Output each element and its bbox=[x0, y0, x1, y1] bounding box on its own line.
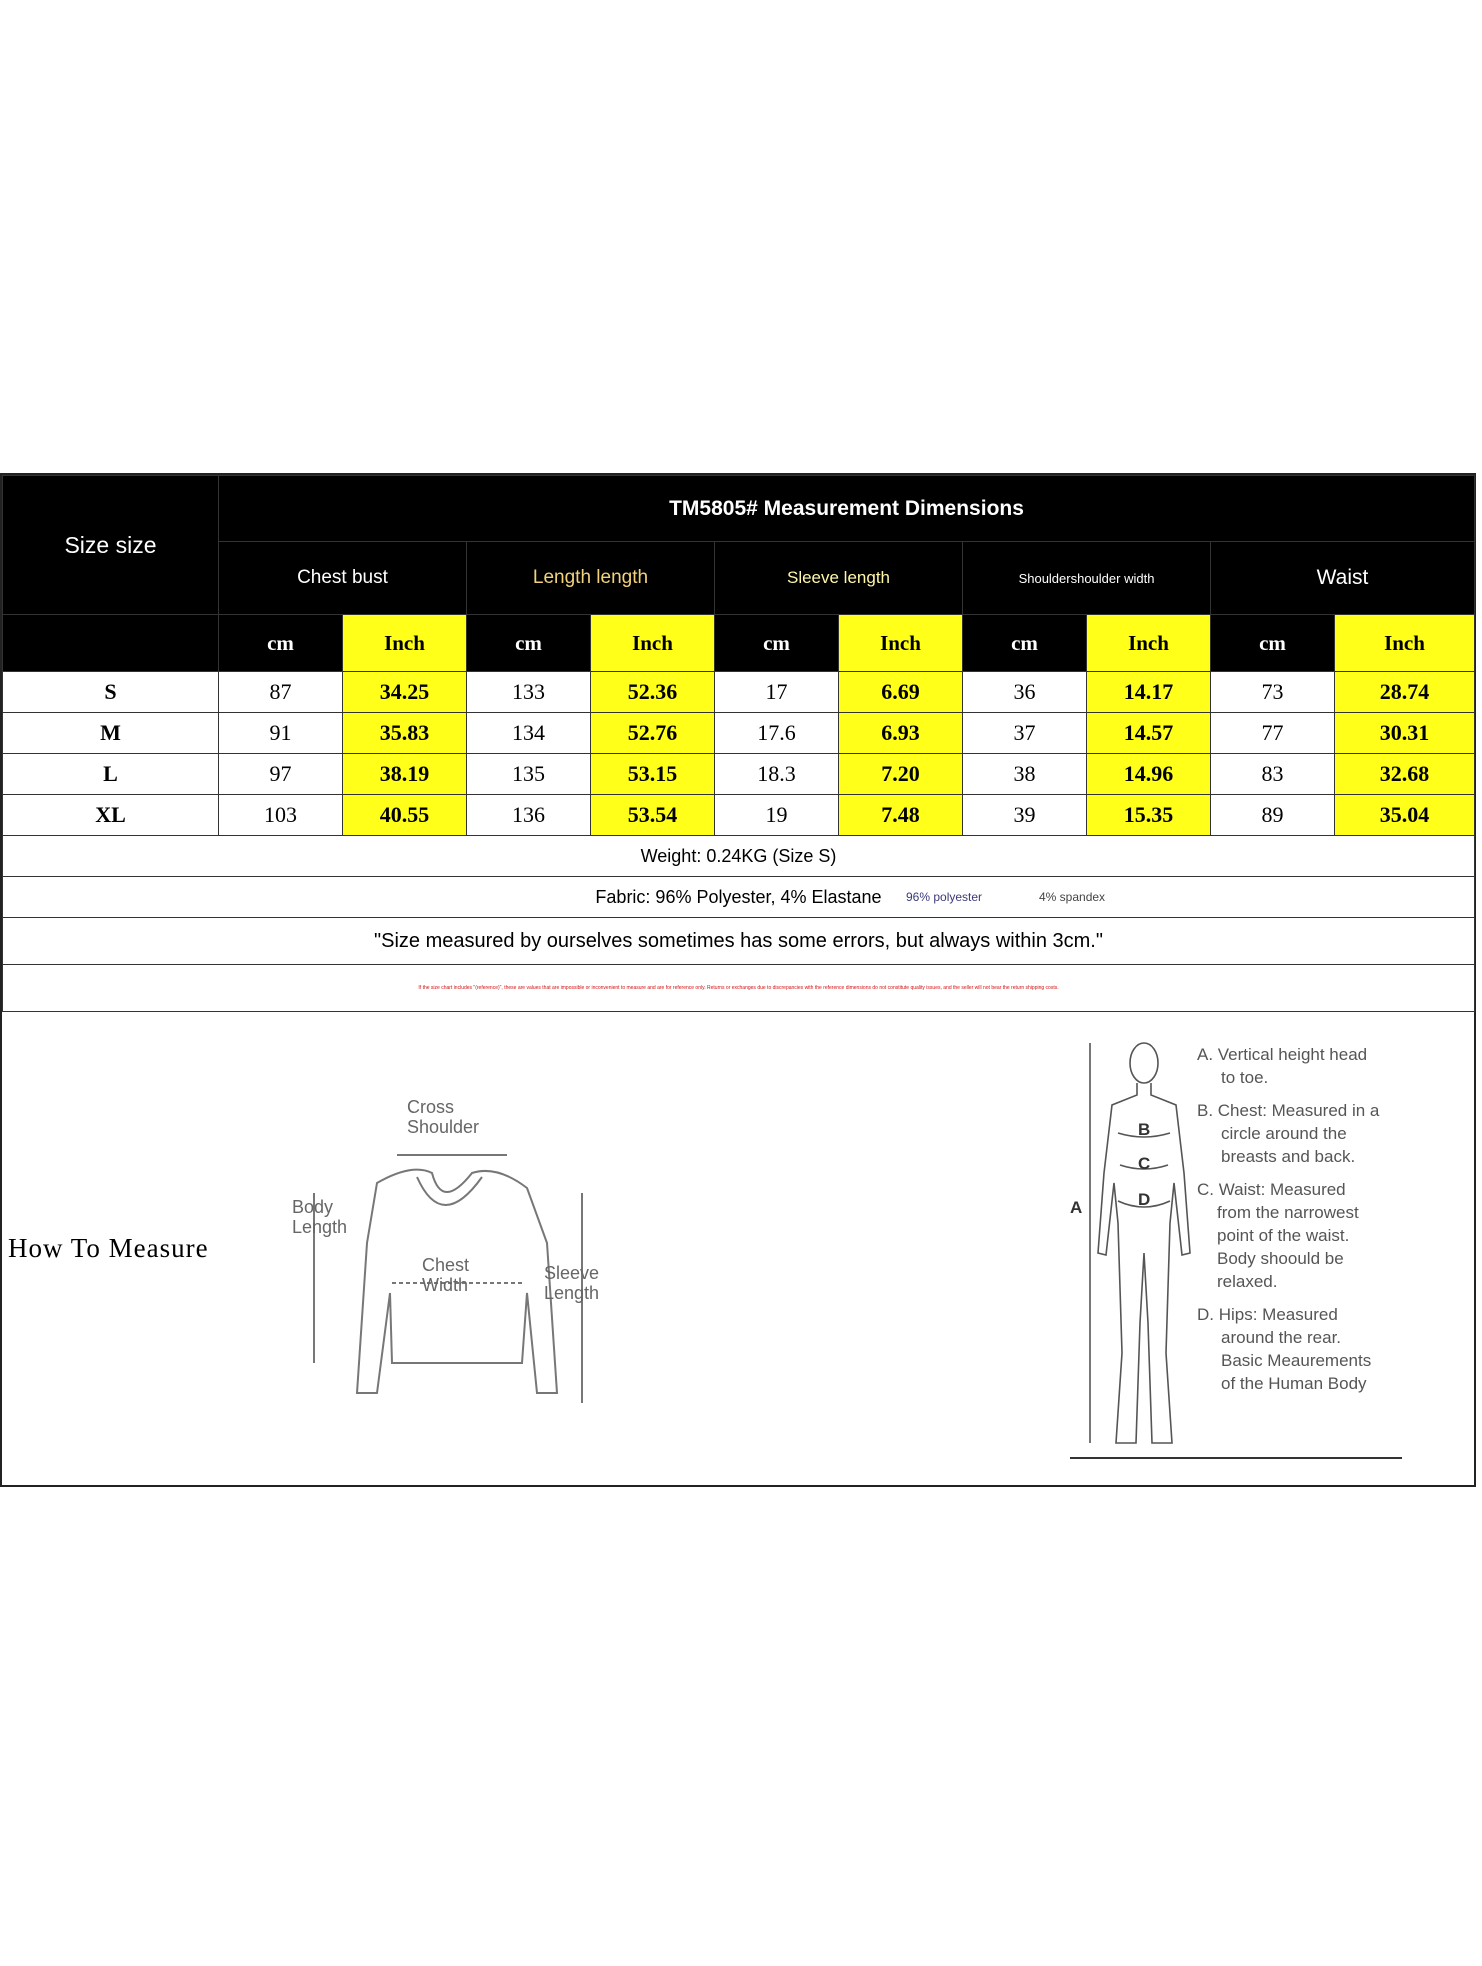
unit-cm: cm bbox=[1211, 615, 1335, 672]
table-row bbox=[3, 754, 1475, 795]
value-cell: 6.93 bbox=[839, 713, 963, 754]
value-cell: 18.3 bbox=[715, 754, 839, 795]
unit-inch: Inch bbox=[343, 615, 467, 672]
value-cell: 38 bbox=[963, 754, 1087, 795]
size-cell: S bbox=[3, 672, 219, 713]
legend-text: B. Chest: Measured in a bbox=[1197, 1101, 1380, 1120]
unit-inch: Inch bbox=[839, 615, 963, 672]
error-note: "Size measured by ourselves sometimes has some errors, but always within 3cm." bbox=[3, 918, 1475, 965]
fabric-note: Fabric: 96% Polyester, 4% Elastane bbox=[595, 886, 882, 907]
chest-label-1: Chest bbox=[422, 1255, 470, 1275]
body-label-1: Body bbox=[292, 1197, 334, 1217]
value-cell: 38.19 bbox=[343, 754, 467, 795]
value-cell: 73 bbox=[1211, 672, 1335, 713]
legend-text: around the rear. bbox=[1221, 1328, 1342, 1347]
value-cell: 15.35 bbox=[1087, 795, 1211, 836]
value-cell: 30.31 bbox=[1335, 713, 1475, 754]
value-cell: 14.17 bbox=[1087, 672, 1211, 713]
table-title: TM5805# Measurement Dimensions bbox=[219, 476, 1475, 542]
value-cell: 14.57 bbox=[1087, 713, 1211, 754]
value-cell: 35.83 bbox=[343, 713, 467, 754]
legend-text: Basic Meaurements bbox=[1221, 1351, 1372, 1370]
unit-cm: cm bbox=[715, 615, 839, 672]
legend-text: from the narrowest bbox=[1217, 1203, 1359, 1222]
value-cell: 6.69 bbox=[839, 672, 963, 713]
value-cell: 134 bbox=[467, 713, 591, 754]
group-length: Length length bbox=[467, 542, 715, 615]
unit-inch: Inch bbox=[591, 615, 715, 672]
letter-b: B bbox=[1138, 1120, 1151, 1139]
legend-item-c bbox=[1197, 1178, 1417, 1293]
value-cell: 17 bbox=[715, 672, 839, 713]
unit-inch: Inch bbox=[1087, 615, 1211, 672]
letter-a: A bbox=[1070, 1198, 1083, 1217]
value-cell: 52.36 bbox=[591, 672, 715, 713]
value-cell: 97 bbox=[219, 754, 343, 795]
group-sleeve: Sleeve length bbox=[715, 542, 963, 615]
legend-text: point of the waist. bbox=[1217, 1226, 1350, 1245]
value-cell: 135 bbox=[467, 754, 591, 795]
legend-item-b bbox=[1197, 1099, 1417, 1168]
how-to-measure-heading: How To Measure bbox=[8, 1233, 209, 1263]
sleeve-label-2: Length bbox=[544, 1283, 600, 1303]
disclaimer-note: If the size chart includes "(reference)", these are values that are impossible or inconvenient to measure and are for reference only. Returns or exchanges due to discrepancies with the reference dimensions do not constitute quality issues, and the seller will not bear the return shipping costs. bbox=[3, 965, 1475, 1012]
letter-c: C bbox=[1138, 1154, 1151, 1173]
head-outline bbox=[1130, 1043, 1158, 1083]
weight-note: Weight: 0.24KG (Size S) bbox=[3, 836, 1475, 877]
value-cell: 53.15 bbox=[591, 754, 715, 795]
legend-text: to toe. bbox=[1221, 1068, 1269, 1087]
legend-text: A. Vertical height head bbox=[1197, 1045, 1368, 1064]
size-cell: L bbox=[3, 754, 219, 795]
unit-spacer bbox=[3, 615, 219, 672]
table-row bbox=[3, 795, 1475, 836]
legend-item-d bbox=[1197, 1303, 1417, 1395]
value-cell: 36 bbox=[963, 672, 1087, 713]
legend-text: circle around the bbox=[1221, 1124, 1347, 1143]
shirt-diagram bbox=[282, 1093, 602, 1413]
legend-text: Body shoould be bbox=[1217, 1249, 1344, 1268]
value-cell: 103 bbox=[219, 795, 343, 836]
value-cell: 35.04 bbox=[1335, 795, 1475, 836]
value-cell: 87 bbox=[219, 672, 343, 713]
group-waist: Waist bbox=[1211, 542, 1475, 615]
fabric-note-cell bbox=[3, 877, 1475, 918]
how-to-measure-section bbox=[2, 1013, 1474, 1485]
table-row bbox=[3, 713, 1475, 754]
unit-cm: cm bbox=[467, 615, 591, 672]
legend-item-a bbox=[1197, 1043, 1417, 1089]
legend-text: C. Waist: Measured bbox=[1197, 1180, 1346, 1199]
legend-text: relaxed. bbox=[1217, 1272, 1278, 1291]
cross-label-1: Cross bbox=[407, 1097, 455, 1117]
value-cell: 91 bbox=[219, 713, 343, 754]
table-row bbox=[3, 672, 1475, 713]
value-cell: 28.74 bbox=[1335, 672, 1475, 713]
value-cell: 7.48 bbox=[839, 795, 963, 836]
value-cell: 39 bbox=[963, 795, 1087, 836]
value-cell: 89 bbox=[1211, 795, 1335, 836]
value-cell: 40.55 bbox=[343, 795, 467, 836]
legend-text: of the Human Body bbox=[1221, 1374, 1367, 1393]
chest-label-2: Width bbox=[422, 1275, 469, 1295]
size-chart-sheet bbox=[0, 473, 1476, 1487]
size-cell: XL bbox=[3, 795, 219, 836]
value-cell: 34.25 bbox=[343, 672, 467, 713]
measure-legend bbox=[1197, 1043, 1417, 1405]
unit-cm: cm bbox=[219, 615, 343, 672]
group-chest: Chest bust bbox=[219, 542, 467, 615]
size-header: Size size bbox=[3, 476, 219, 615]
value-cell: 19 bbox=[715, 795, 839, 836]
letter-d: D bbox=[1138, 1190, 1151, 1209]
cross-label-2: Shoulder bbox=[407, 1117, 480, 1137]
size-cell: M bbox=[3, 713, 219, 754]
group-shoulder: Shouldershoulder width bbox=[963, 542, 1211, 615]
fabric-polyester-note: 96% polyester bbox=[906, 890, 983, 904]
body-label-2: Length bbox=[292, 1217, 348, 1237]
value-cell: 53.54 bbox=[591, 795, 715, 836]
unit-cm: cm bbox=[963, 615, 1087, 672]
legend-text: D. Hips: Measured bbox=[1197, 1305, 1338, 1324]
unit-inch: Inch bbox=[1335, 615, 1475, 672]
size-table bbox=[2, 475, 1475, 1012]
value-cell: 133 bbox=[467, 672, 591, 713]
value-cell: 52.76 bbox=[591, 713, 715, 754]
value-cell: 83 bbox=[1211, 754, 1335, 795]
value-cell: 136 bbox=[467, 795, 591, 836]
legend-text: breasts and back. bbox=[1221, 1147, 1356, 1166]
value-cell: 77 bbox=[1211, 713, 1335, 754]
value-cell: 17.6 bbox=[715, 713, 839, 754]
fabric-spandex-note: 4% spandex bbox=[1039, 890, 1106, 904]
value-cell: 7.20 bbox=[839, 754, 963, 795]
value-cell: 32.68 bbox=[1335, 754, 1475, 795]
value-cell: 14.96 bbox=[1087, 754, 1211, 795]
value-cell: 37 bbox=[963, 713, 1087, 754]
sleeve-label-1: Sleeve bbox=[544, 1263, 600, 1283]
